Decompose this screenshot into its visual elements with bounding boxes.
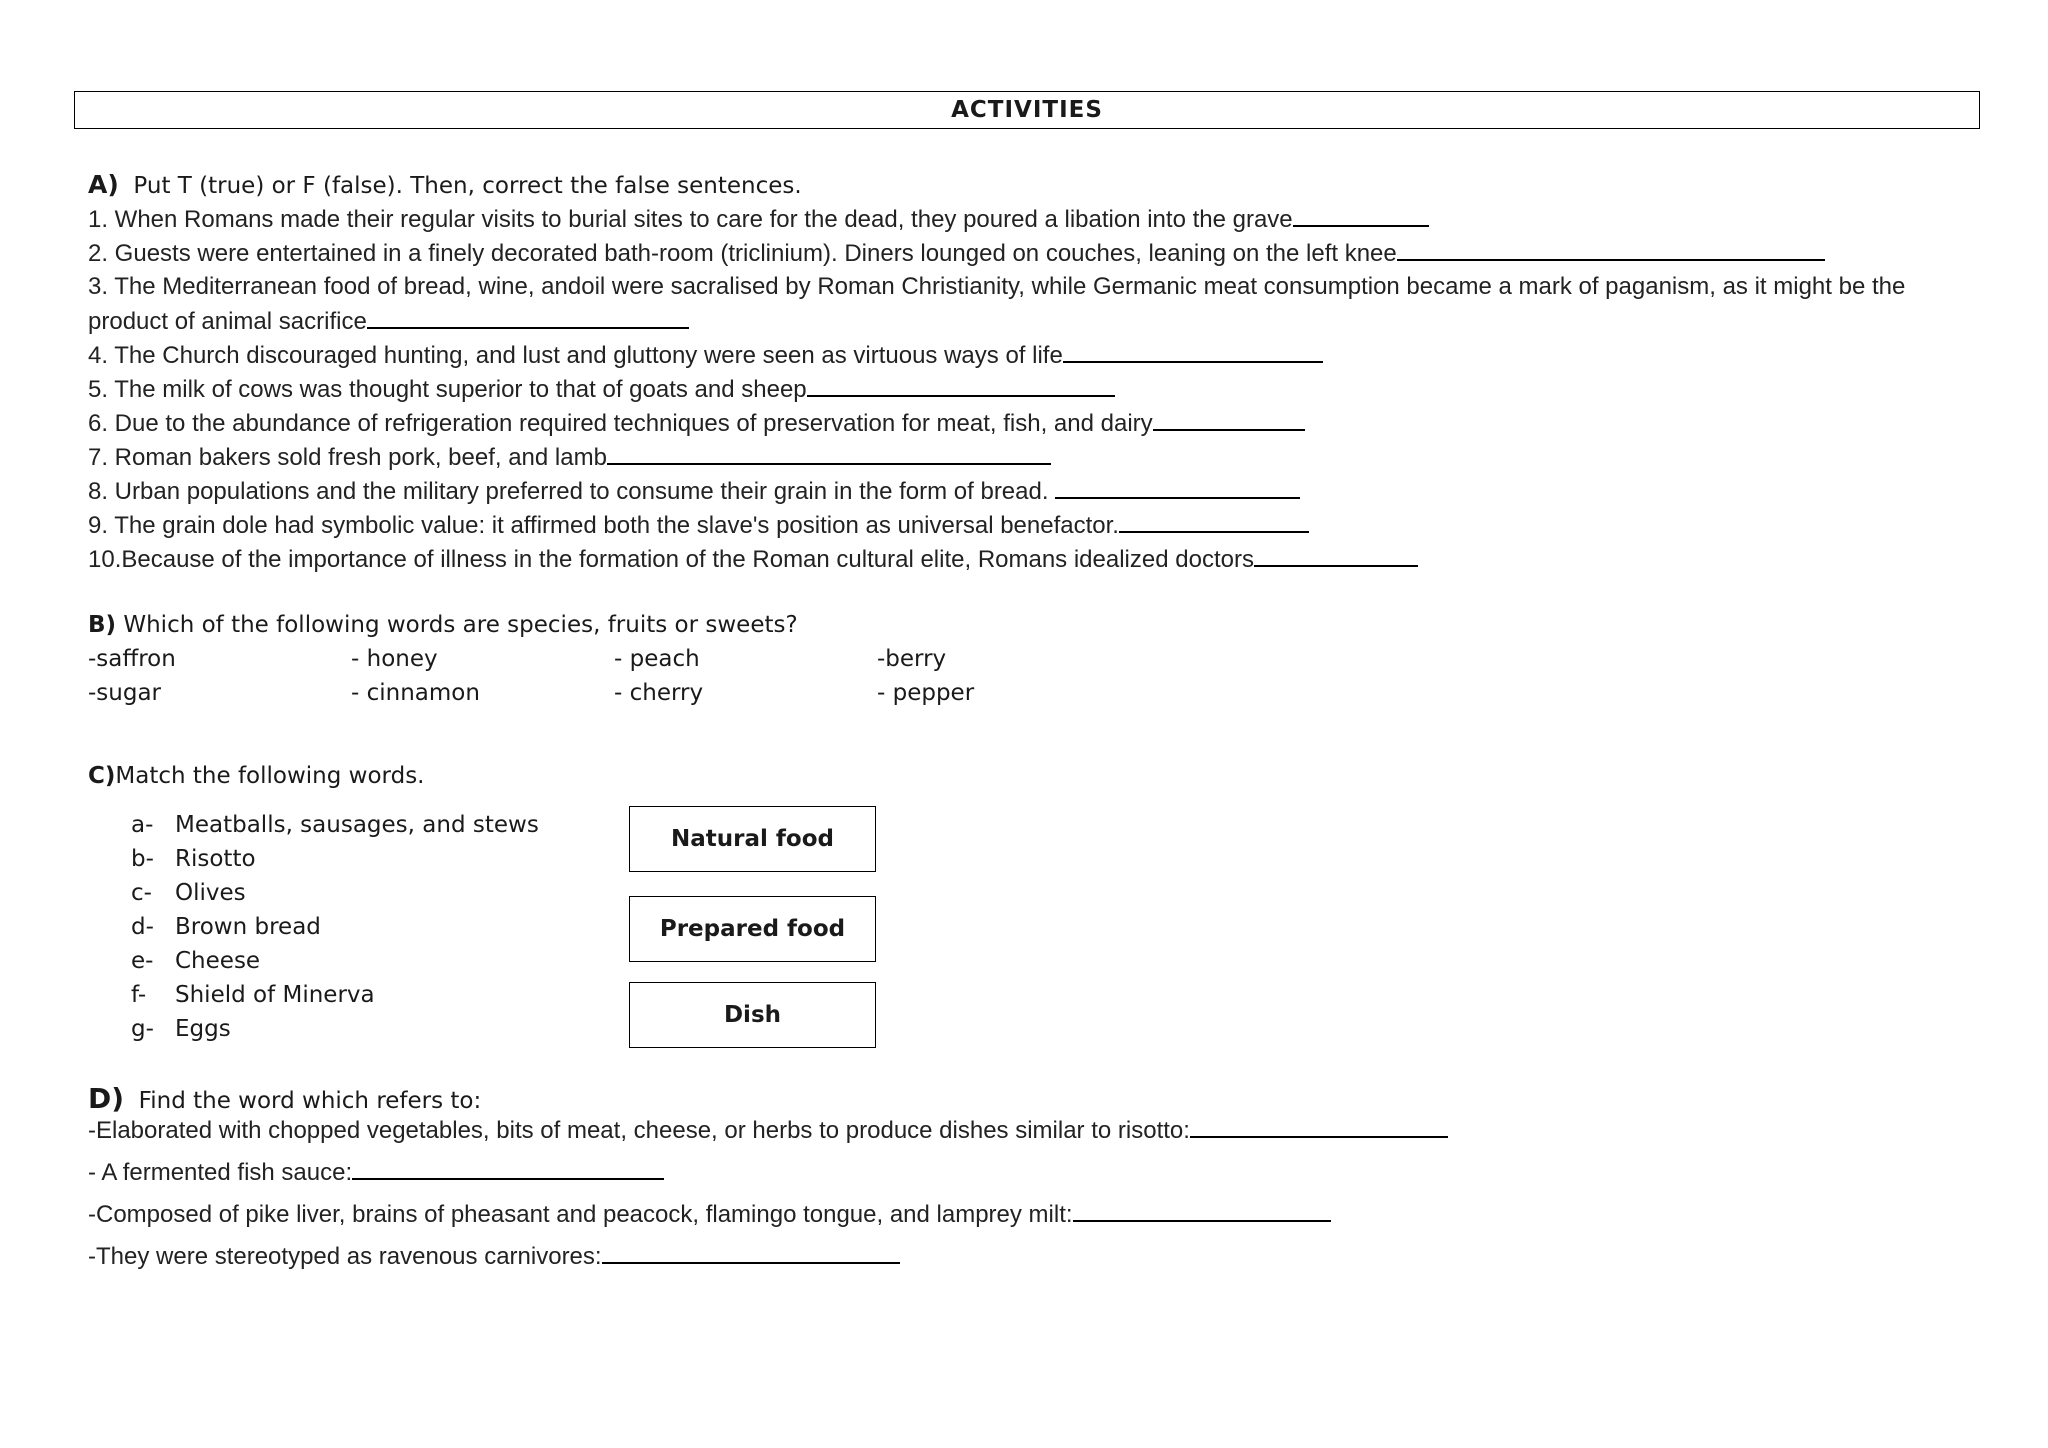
- word-saffron: -saffron: [88, 646, 176, 672]
- match-text: Brown bread: [175, 914, 321, 940]
- section-d-item-2: [88, 1158, 664, 1187]
- section-d-item-4: [88, 1242, 900, 1271]
- answer-blank[interactable]: [1073, 1200, 1331, 1222]
- item-text: 8. Urban populations and the military preferred to consume their grain in the form of bread.: [88, 478, 1049, 505]
- section-a-item-6: [88, 409, 1305, 438]
- item-text: 6. Due to the abundance of refrigeration required techniques of preservation for meat, fish, and dairy: [88, 410, 1153, 437]
- section-a-item-9: [88, 511, 1309, 540]
- item-text: 7. Roman bakers sold fresh pork, beef, and lamb: [88, 444, 607, 471]
- section-c-letter: C): [88, 763, 116, 789]
- item-text: - A fermented fish sauce:: [88, 1159, 353, 1186]
- item-text: 3. The Mediterranean food of bread, wine, andoil were sacralised by Roman Christianity, while Germanic meat consumption became a mark of paganism, as it might be the: [88, 273, 1906, 300]
- word-cherry: - cherry: [614, 680, 704, 706]
- section-d-item-1: [88, 1116, 1448, 1145]
- section-a-item-8: [88, 477, 1300, 506]
- section-d-letter: D): [88, 1082, 125, 1115]
- match-letter: d-: [131, 914, 154, 940]
- item-text: product of animal sacrifice: [88, 308, 367, 335]
- section-b-instruction: Which of the following words are species, fruits or sweets?: [123, 612, 798, 638]
- word-cinnamon: - cinnamon: [351, 680, 480, 706]
- word-berry: -berry: [877, 646, 947, 672]
- answer-blank[interactable]: [1055, 477, 1300, 499]
- activities-title-box: [74, 91, 1980, 129]
- category-box-dish: [629, 982, 876, 1048]
- section-b-letter: B): [88, 612, 117, 638]
- section-d-item-3: [88, 1200, 1331, 1229]
- item-text: 5. The milk of cows was thought superior to that of goats and sheep: [88, 376, 807, 403]
- section-d-heading: [88, 1082, 481, 1115]
- section-a-item-10: [88, 545, 1418, 574]
- match-text: Meatballs, sausages, and stews: [175, 812, 539, 838]
- match-text: Olives: [175, 880, 246, 906]
- match-letter: c-: [131, 880, 152, 906]
- category-label: Dish: [723, 1002, 782, 1028]
- section-b-heading: [88, 612, 798, 638]
- item-text: -Elaborated with chopped vegetables, bits of meat, cheese, or herbs to produce dishes similar to risotto:: [88, 1117, 1190, 1144]
- answer-blank[interactable]: [1153, 409, 1305, 431]
- section-c-instruction: Match the following words.: [115, 763, 425, 789]
- item-text: 4. The Church discouraged hunting, and lust and gluttony were seen as virtuous ways of life: [88, 342, 1063, 369]
- answer-blank[interactable]: [1119, 511, 1309, 533]
- match-item-d: [131, 914, 321, 940]
- category-box-natural-food: [629, 806, 876, 872]
- match-letter: a-: [131, 812, 154, 838]
- word-pepper: - pepper: [877, 680, 975, 706]
- answer-blank[interactable]: [1293, 205, 1429, 227]
- section-c-heading: [88, 763, 425, 789]
- section-a-item-3-cont: [88, 307, 689, 336]
- section-a-item-2: [88, 239, 1825, 268]
- word-peach: - peach: [614, 646, 700, 672]
- item-text: -They were stereotyped as ravenous carnivores:: [88, 1243, 602, 1270]
- answer-blank[interactable]: [807, 375, 1115, 397]
- section-a-item-7: [88, 443, 1051, 472]
- section-a-heading: [88, 170, 802, 199]
- match-letter: g-: [131, 1016, 154, 1042]
- answer-blank[interactable]: [367, 307, 689, 329]
- item-text: 2. Guests were entertained in a finely decorated bath-room (triclinium). Diners lounged on couches, leaning on the left knee: [88, 240, 1397, 267]
- category-label: Natural food: [671, 826, 834, 852]
- match-text: Cheese: [175, 948, 261, 974]
- answer-blank[interactable]: [602, 1242, 900, 1264]
- section-a-item-3: [88, 273, 1905, 301]
- section-d-instruction: Find the word which refers to:: [138, 1088, 482, 1114]
- answer-blank[interactable]: [607, 443, 1051, 465]
- page-title: ACTIVITIES: [951, 97, 1103, 123]
- answer-blank[interactable]: [1254, 545, 1418, 567]
- category-box-prepared-food: [629, 896, 876, 962]
- answer-blank[interactable]: [1397, 239, 1825, 261]
- match-item-f: [131, 982, 375, 1008]
- answer-blank[interactable]: [1063, 341, 1323, 363]
- item-text: 9. The grain dole had symbolic value: it affirmed both the slave's position as universal benefactor.: [88, 512, 1119, 539]
- category-label: Prepared food: [659, 916, 846, 942]
- match-item-a: [131, 812, 539, 838]
- answer-blank[interactable]: [1190, 1116, 1448, 1138]
- section-a-item-5: [88, 375, 1115, 404]
- match-item-e: [131, 948, 260, 974]
- section-a-item-4: [88, 341, 1323, 370]
- match-text: Eggs: [175, 1016, 231, 1042]
- match-item-c: [131, 880, 246, 906]
- item-text: -Composed of pike liver, brains of pheasant and peacock, flamingo tongue, and lamprey milt:: [88, 1201, 1073, 1228]
- match-letter: e-: [131, 948, 154, 974]
- item-text: 10.Because of the importance of illness in the formation of the Roman cultural elite, Romans idealized doctors: [88, 546, 1254, 573]
- match-letter: b-: [131, 846, 154, 872]
- word-sugar: -sugar: [88, 680, 162, 706]
- match-item-b: [131, 846, 256, 872]
- section-a-item-1: [88, 205, 1429, 234]
- match-text: Risotto: [175, 846, 256, 872]
- answer-blank[interactable]: [352, 1158, 664, 1180]
- item-text: 1. When Romans made their regular visits to burial sites to care for the dead, they poured a libation into the grave: [88, 206, 1293, 233]
- word-honey: - honey: [351, 646, 438, 672]
- match-text: Shield of Minerva: [175, 982, 375, 1008]
- section-a-instruction: Put T (true) or F (false). Then, correct the false sentences.: [133, 173, 802, 199]
- match-letter: f-: [131, 982, 147, 1008]
- section-a-letter: A): [88, 170, 119, 199]
- match-item-g: [131, 1016, 231, 1042]
